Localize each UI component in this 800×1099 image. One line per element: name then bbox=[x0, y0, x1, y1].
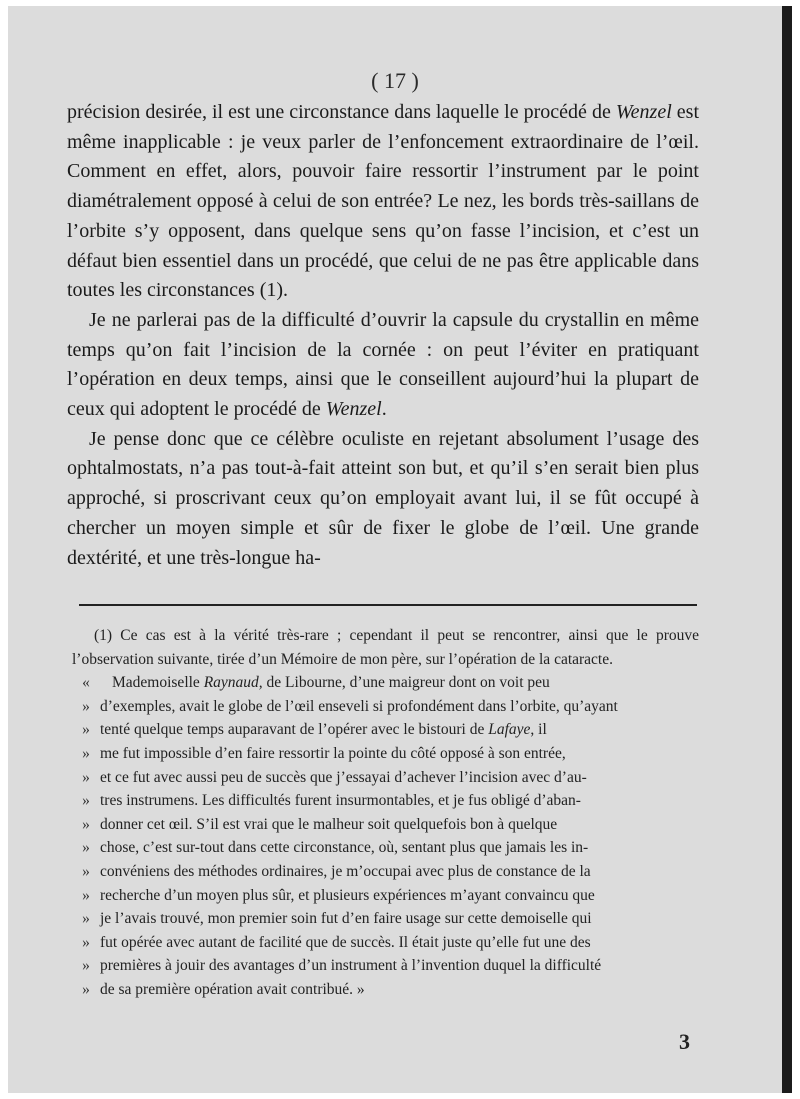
quote-line-text bbox=[100, 695, 699, 719]
quote-mark: » bbox=[82, 862, 90, 880]
paragraph-2-text-b: . bbox=[381, 398, 387, 421]
main-text bbox=[67, 98, 699, 573]
quote-line-text bbox=[100, 742, 699, 766]
quote-line-text bbox=[100, 671, 699, 695]
quote-mark: » bbox=[82, 910, 90, 928]
quote-line bbox=[72, 695, 699, 719]
quote-mark: » bbox=[82, 721, 90, 739]
quote-text-part: me fut impossible d’en faire ressortir la pointe du côté opposé à son entrée, bbox=[100, 744, 566, 762]
quote-mark: » bbox=[82, 957, 90, 975]
quote-text-part: d’exemples, avait le globe de l’œil enseveli si profondément dans l’orbite, qu’ayant bbox=[100, 697, 618, 715]
quote-text-part: de sa première opération avait contribué. » bbox=[100, 980, 365, 998]
footnote-intro: (1) Ce cas est à la vérité très-rare ; cependant il peut se rencontrer, ainsi que le prouve l’observation suivante, tirée d’un Mémoire de mon père, sur l’opération de la cataracte. bbox=[72, 627, 699, 668]
quote-text-part: tenté quelque temps auparavant de l’opérer avec le bistouri de bbox=[100, 721, 489, 739]
quote-text-part: de Libourne, d’une maigreur dont on voit peu bbox=[262, 674, 550, 692]
signature-mark: 3 bbox=[679, 1029, 690, 1054]
quote-text-part: convéniens des méthodes ordinaires, je m’occupai avec plus de constance de la bbox=[100, 862, 591, 880]
author-name-wenzel: Wenzel bbox=[615, 101, 672, 123]
quote-line-text bbox=[100, 789, 699, 813]
quote-mark: » bbox=[82, 768, 90, 786]
quote-line bbox=[72, 907, 699, 931]
quote-mark: « bbox=[82, 674, 90, 692]
paragraph-3: Je pense donc que ce célèbre oculiste en rejetant absolument l’usage des ophtalmostats, n’a pas tout-à-fait atteint son but, et qu’il s’en serait bien plus approché, si proscrivant ceux qu’on employait avant lui, il se fût occupé à chercher un moyen simple et sûr de fixer le globe de l’œil. Une grande dextérité, et une très-longue ha- bbox=[67, 427, 699, 569]
paragraph-2 bbox=[67, 306, 699, 425]
quote-text-part: , il bbox=[530, 721, 547, 739]
quote-line bbox=[72, 884, 699, 908]
quote-line-text bbox=[100, 931, 699, 955]
quote-text-part: et ce fut avec aussi peu de succès que j’essayai d’achever l’incision avec d’au- bbox=[100, 768, 587, 786]
quote-text-part: je l’avais trouvé, mon premier soin fut d’en faire usage sur cette demoiselle qui bbox=[100, 910, 592, 928]
quote-line bbox=[72, 813, 699, 837]
quote-mark: » bbox=[82, 933, 90, 951]
paragraph-2-text-a: Je ne parlerai pas de la difficulté d’ouvrir la capsule du crystallin en même temps qu’on fait l’incision de la cornée : on peut l’éviter en pratiquant l’opération en deux temps, ainsi que le conseillent aujourd’hui la plupart de ceux qui adoptent le procédé de bbox=[67, 308, 699, 421]
quote-line bbox=[72, 954, 699, 978]
quote-mark: » bbox=[82, 886, 90, 904]
quote-text-part: recherche d’un moyen plus sûr, et plusieurs expériences m’ayant convaincu que bbox=[100, 886, 595, 904]
quote-line-text bbox=[100, 978, 699, 1002]
paragraph-1-text-b: est même inapplicable : je veux parler de l’enfoncement extraordinaire de l’œil. Comment en effet, alors, pouvoir faire ressortir l’instrument par le point diamétralement opposé à celui de son entrée? Le nez, les bords très-saillans de l’orbite s’y opposent, dans quelque sens qu’on fasse l’incision, et c’est un défaut bien essentiel dans un procédé, que celui de ne pas être applicable dans toutes les circonstances (1). bbox=[67, 101, 699, 302]
quote-text-part: premières à jouir des avantages d’un instrument à l’invention duquel la difficulté bbox=[100, 957, 602, 975]
quote-mark: » bbox=[82, 815, 90, 833]
quote-line bbox=[72, 718, 699, 742]
quote-mark: » bbox=[82, 839, 90, 857]
quote-line bbox=[72, 671, 699, 695]
footnote bbox=[72, 624, 699, 1002]
page-number: ( 17 ) bbox=[371, 68, 419, 93]
quote-text-part: Mademoiselle bbox=[112, 674, 204, 692]
author-name-wenzel: Wenzel bbox=[325, 398, 382, 421]
quote-line bbox=[72, 789, 699, 813]
quote-line bbox=[72, 766, 699, 790]
quote-text-part: tres instrumens. Les difficultés furent insurmontables, et je fus obligé d’aban- bbox=[100, 792, 581, 810]
book-page bbox=[8, 6, 792, 1093]
quote-line-text bbox=[100, 766, 699, 790]
footnote-quote bbox=[72, 671, 699, 1001]
quote-line bbox=[72, 978, 699, 1002]
quote-line-text bbox=[100, 907, 699, 931]
quote-line bbox=[72, 860, 699, 884]
footnote-divider bbox=[79, 604, 697, 606]
quote-italic-name: Raynaud, bbox=[203, 674, 263, 692]
quote-mark: » bbox=[82, 744, 90, 762]
quote-line-text bbox=[100, 836, 699, 860]
quote-line-text bbox=[100, 860, 699, 884]
quote-line bbox=[72, 742, 699, 766]
quote-text-part: fut opérée avec autant de facilité que de succès. Il était juste qu’elle fut une des bbox=[100, 933, 591, 951]
quote-mark: » bbox=[82, 980, 90, 998]
quote-mark: » bbox=[82, 697, 90, 715]
quote-line bbox=[72, 931, 699, 955]
quote-text-part: donner cet œil. S’il est vrai que le malheur soit quelquefois bon à quelque bbox=[100, 815, 558, 833]
quote-italic-name: Lafaye bbox=[488, 721, 531, 739]
quote-line bbox=[72, 836, 699, 860]
quote-line-text bbox=[100, 884, 699, 908]
quote-line-text bbox=[100, 718, 699, 742]
quote-mark: » bbox=[82, 792, 90, 810]
quote-text-part: chose, c’est sur-tout dans cette circonstance, où, sentant plus que jamais les in- bbox=[100, 839, 589, 857]
paragraph-1 bbox=[67, 98, 699, 306]
quote-line-text bbox=[100, 954, 699, 978]
quote-line-text bbox=[100, 813, 699, 837]
paragraph-1-text-a: précision desirée, il est une circonstance dans laquelle le procédé de bbox=[67, 101, 616, 123]
